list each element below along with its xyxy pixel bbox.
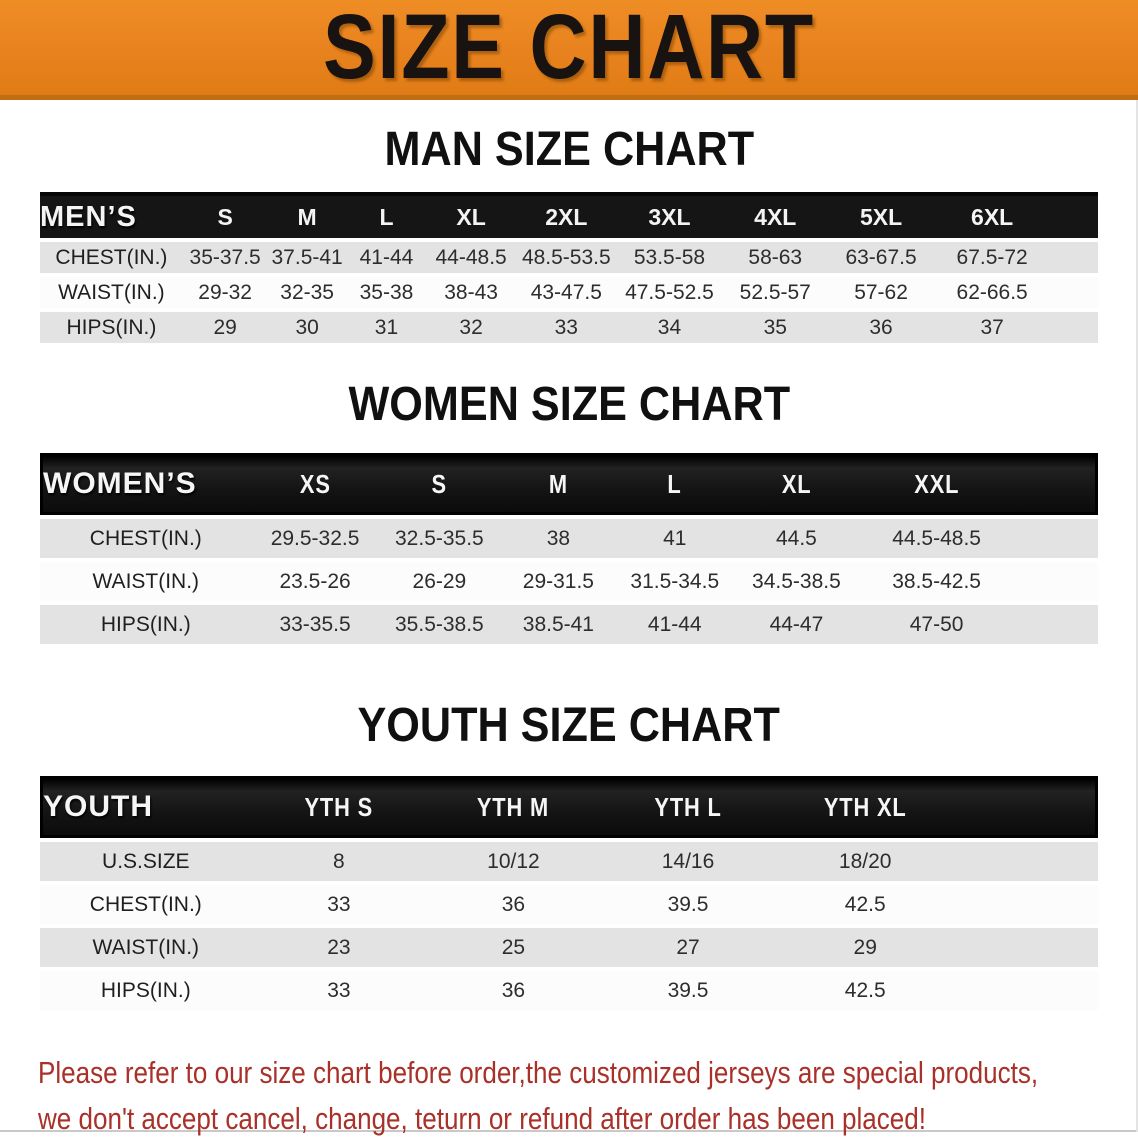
column-header-s bbox=[379, 453, 501, 515]
size-cell: 52.5-57 bbox=[722, 277, 828, 308]
spacer-cell bbox=[1013, 605, 1098, 644]
mens-table-label: MEN’S bbox=[40, 192, 183, 238]
size-cell: 53.5-58 bbox=[617, 242, 723, 273]
womens-section-heading bbox=[0, 378, 1138, 431]
table-row-chest bbox=[40, 885, 1098, 924]
size-cell: 35-38 bbox=[347, 277, 426, 308]
size-cell: 23 bbox=[252, 928, 427, 967]
size-cell: 29 bbox=[183, 312, 268, 343]
womens-header-row bbox=[40, 453, 1098, 515]
spacer-cell bbox=[1013, 519, 1098, 558]
size-cell: 62-66.5 bbox=[934, 277, 1050, 308]
column-header-text: L bbox=[667, 468, 682, 499]
row-label: HIPS(IN.) bbox=[40, 971, 252, 1010]
size-cell: 47.5-52.5 bbox=[617, 277, 723, 308]
column-header-l: L bbox=[347, 192, 426, 238]
youth-header-row bbox=[40, 776, 1098, 838]
size-cell: 42.5 bbox=[775, 971, 955, 1010]
size-cell: 29 bbox=[775, 928, 955, 967]
youth-table-label: YOUTH bbox=[40, 776, 252, 838]
spacer-cell bbox=[955, 776, 1098, 838]
size-cell: 39.5 bbox=[601, 885, 776, 924]
size-cell: 44-47 bbox=[733, 605, 860, 644]
column-header-text: XL bbox=[781, 468, 812, 499]
size-cell: 39.5 bbox=[601, 971, 776, 1010]
column-header-l bbox=[617, 453, 733, 515]
size-cell: 32.5-35.5 bbox=[379, 519, 501, 558]
size-cell: 41-44 bbox=[617, 605, 733, 644]
size-cell: 25 bbox=[426, 928, 601, 967]
size-cell: 38.5-41 bbox=[500, 605, 616, 644]
column-header-xxl bbox=[860, 453, 1013, 515]
size-cell: 38-43 bbox=[426, 277, 516, 308]
size-cell: 33 bbox=[516, 312, 617, 343]
row-label: WAIST(IN.) bbox=[40, 928, 252, 967]
size-cell: 26-29 bbox=[379, 562, 501, 601]
size-cell: 35.5-38.5 bbox=[379, 605, 501, 644]
row-label: CHEST(IN.) bbox=[40, 242, 183, 273]
column-header-yth-m bbox=[426, 776, 601, 838]
size-cell: 42.5 bbox=[775, 885, 955, 924]
spacer-cell bbox=[1013, 453, 1098, 515]
spacer-cell bbox=[1050, 242, 1098, 273]
size-chart-banner bbox=[0, 0, 1138, 100]
column-header-text: S bbox=[431, 468, 448, 499]
size-cell: 48.5-53.5 bbox=[516, 242, 617, 273]
table-row-chest bbox=[40, 519, 1098, 558]
size-cell: 38.5-42.5 bbox=[860, 562, 1013, 601]
size-cell: 47-50 bbox=[860, 605, 1013, 644]
womens-size-table bbox=[40, 449, 1098, 648]
column-header-6xl: 6XL bbox=[934, 192, 1050, 238]
spacer-cell bbox=[1050, 277, 1098, 308]
size-cell: 44-48.5 bbox=[426, 242, 516, 273]
size-cell: 36 bbox=[426, 971, 601, 1010]
size-cell: 32-35 bbox=[267, 277, 346, 308]
column-header-xs bbox=[252, 453, 379, 515]
table-row-hips bbox=[40, 605, 1098, 644]
size-cell: 35 bbox=[722, 312, 828, 343]
mens-heading-text: MAN SIZE CHART bbox=[384, 123, 754, 176]
size-cell: 36 bbox=[828, 312, 934, 343]
table-row-hips bbox=[40, 312, 1098, 343]
size-cell: 14/16 bbox=[601, 842, 776, 881]
spacer-cell bbox=[1013, 562, 1098, 601]
column-header-2xl: 2XL bbox=[516, 192, 617, 238]
column-header-text: YTH L bbox=[654, 791, 722, 822]
size-cell: 31 bbox=[347, 312, 426, 343]
table-row-waist bbox=[40, 928, 1098, 967]
size-cell: 57-62 bbox=[828, 277, 934, 308]
row-label: WAIST(IN.) bbox=[40, 277, 183, 308]
size-cell: 41 bbox=[617, 519, 733, 558]
table-row-hips bbox=[40, 971, 1098, 1010]
mens-size-table bbox=[40, 188, 1098, 347]
spacer-cell bbox=[955, 885, 1098, 924]
column-header-xl bbox=[733, 453, 860, 515]
column-header-yth-l bbox=[601, 776, 776, 838]
size-cell: 32 bbox=[426, 312, 516, 343]
column-header-text: M bbox=[548, 468, 568, 499]
row-label: U.S.SIZE bbox=[40, 842, 252, 881]
column-header-4xl: 4XL bbox=[722, 192, 828, 238]
spacer-cell bbox=[955, 842, 1098, 881]
womens-heading-text: WOMEN SIZE CHART bbox=[348, 378, 790, 431]
column-header-xl: XL bbox=[426, 192, 516, 238]
mens-section-heading bbox=[0, 123, 1138, 176]
youth-section-heading bbox=[0, 699, 1138, 752]
size-cell: 36 bbox=[426, 885, 601, 924]
row-label: HIPS(IN.) bbox=[40, 312, 183, 343]
column-header-text: XS bbox=[299, 468, 331, 499]
size-cell: 29-32 bbox=[183, 277, 268, 308]
column-header-3xl: 3XL bbox=[617, 192, 723, 238]
youth-size-table bbox=[40, 772, 1098, 1014]
column-header-text: XXL bbox=[914, 468, 960, 499]
size-cell: 38 bbox=[500, 519, 616, 558]
spacer-cell bbox=[955, 928, 1098, 967]
mens-header-row bbox=[40, 192, 1098, 238]
size-cell: 43-47.5 bbox=[516, 277, 617, 308]
size-cell: 44.5 bbox=[733, 519, 860, 558]
disclaimer bbox=[0, 1050, 1138, 1142]
size-cell: 27 bbox=[601, 928, 776, 967]
size-cell: 44.5-48.5 bbox=[860, 519, 1013, 558]
column-header-m bbox=[500, 453, 616, 515]
size-cell: 30 bbox=[267, 312, 346, 343]
table-row-chest bbox=[40, 242, 1098, 273]
size-cell: 29-31.5 bbox=[500, 562, 616, 601]
size-cell: 33 bbox=[252, 885, 427, 924]
youth-heading-text: YOUTH SIZE CHART bbox=[357, 699, 781, 752]
size-cell: 34.5-38.5 bbox=[733, 562, 860, 601]
column-header-m: M bbox=[267, 192, 346, 238]
table-row-waist bbox=[40, 562, 1098, 601]
column-header-yth-s bbox=[252, 776, 427, 838]
row-label: CHEST(IN.) bbox=[40, 885, 252, 924]
size-cell: 63-67.5 bbox=[828, 242, 934, 273]
size-cell: 23.5-26 bbox=[252, 562, 379, 601]
column-header-text: YTH XL bbox=[823, 791, 907, 822]
size-cell: 33 bbox=[252, 971, 427, 1010]
size-cell: 37 bbox=[934, 312, 1050, 343]
row-label: CHEST(IN.) bbox=[40, 519, 252, 558]
size-cell: 10/12 bbox=[426, 842, 601, 881]
size-cell: 8 bbox=[252, 842, 427, 881]
size-cell: 35-37.5 bbox=[183, 242, 268, 273]
size-cell: 29.5-32.5 bbox=[252, 519, 379, 558]
column-header-text: YTH M bbox=[477, 791, 550, 822]
size-cell: 33-35.5 bbox=[252, 605, 379, 644]
column-header-text: YTH S bbox=[304, 791, 374, 822]
banner-title: SIZE CHART bbox=[323, 0, 815, 98]
table-row-us-size bbox=[40, 842, 1098, 881]
row-label: HIPS(IN.) bbox=[40, 605, 252, 644]
spacer-cell bbox=[1050, 312, 1098, 343]
spacer-cell bbox=[1050, 192, 1098, 238]
size-cell: 31.5-34.5 bbox=[617, 562, 733, 601]
disclaimer-line-1: Please refer to our size chart before order,the customized jerseys are special products, bbox=[38, 1055, 1039, 1090]
size-cell: 34 bbox=[617, 312, 723, 343]
column-header-s: S bbox=[183, 192, 268, 238]
size-cell: 41-44 bbox=[347, 242, 426, 273]
column-header-yth-xl bbox=[775, 776, 955, 838]
disclaimer-line-2: we don't accept cancel, change, teturn or refund after order has been placed! bbox=[38, 1101, 927, 1136]
size-cell: 37.5-41 bbox=[267, 242, 346, 273]
womens-table-label: WOMEN’S bbox=[40, 453, 252, 515]
size-cell: 58-63 bbox=[722, 242, 828, 273]
size-cell: 67.5-72 bbox=[934, 242, 1050, 273]
table-row-waist bbox=[40, 277, 1098, 308]
column-header-5xl: 5XL bbox=[828, 192, 934, 238]
spacer-cell bbox=[955, 971, 1098, 1010]
size-cell: 18/20 bbox=[775, 842, 955, 881]
row-label: WAIST(IN.) bbox=[40, 562, 252, 601]
